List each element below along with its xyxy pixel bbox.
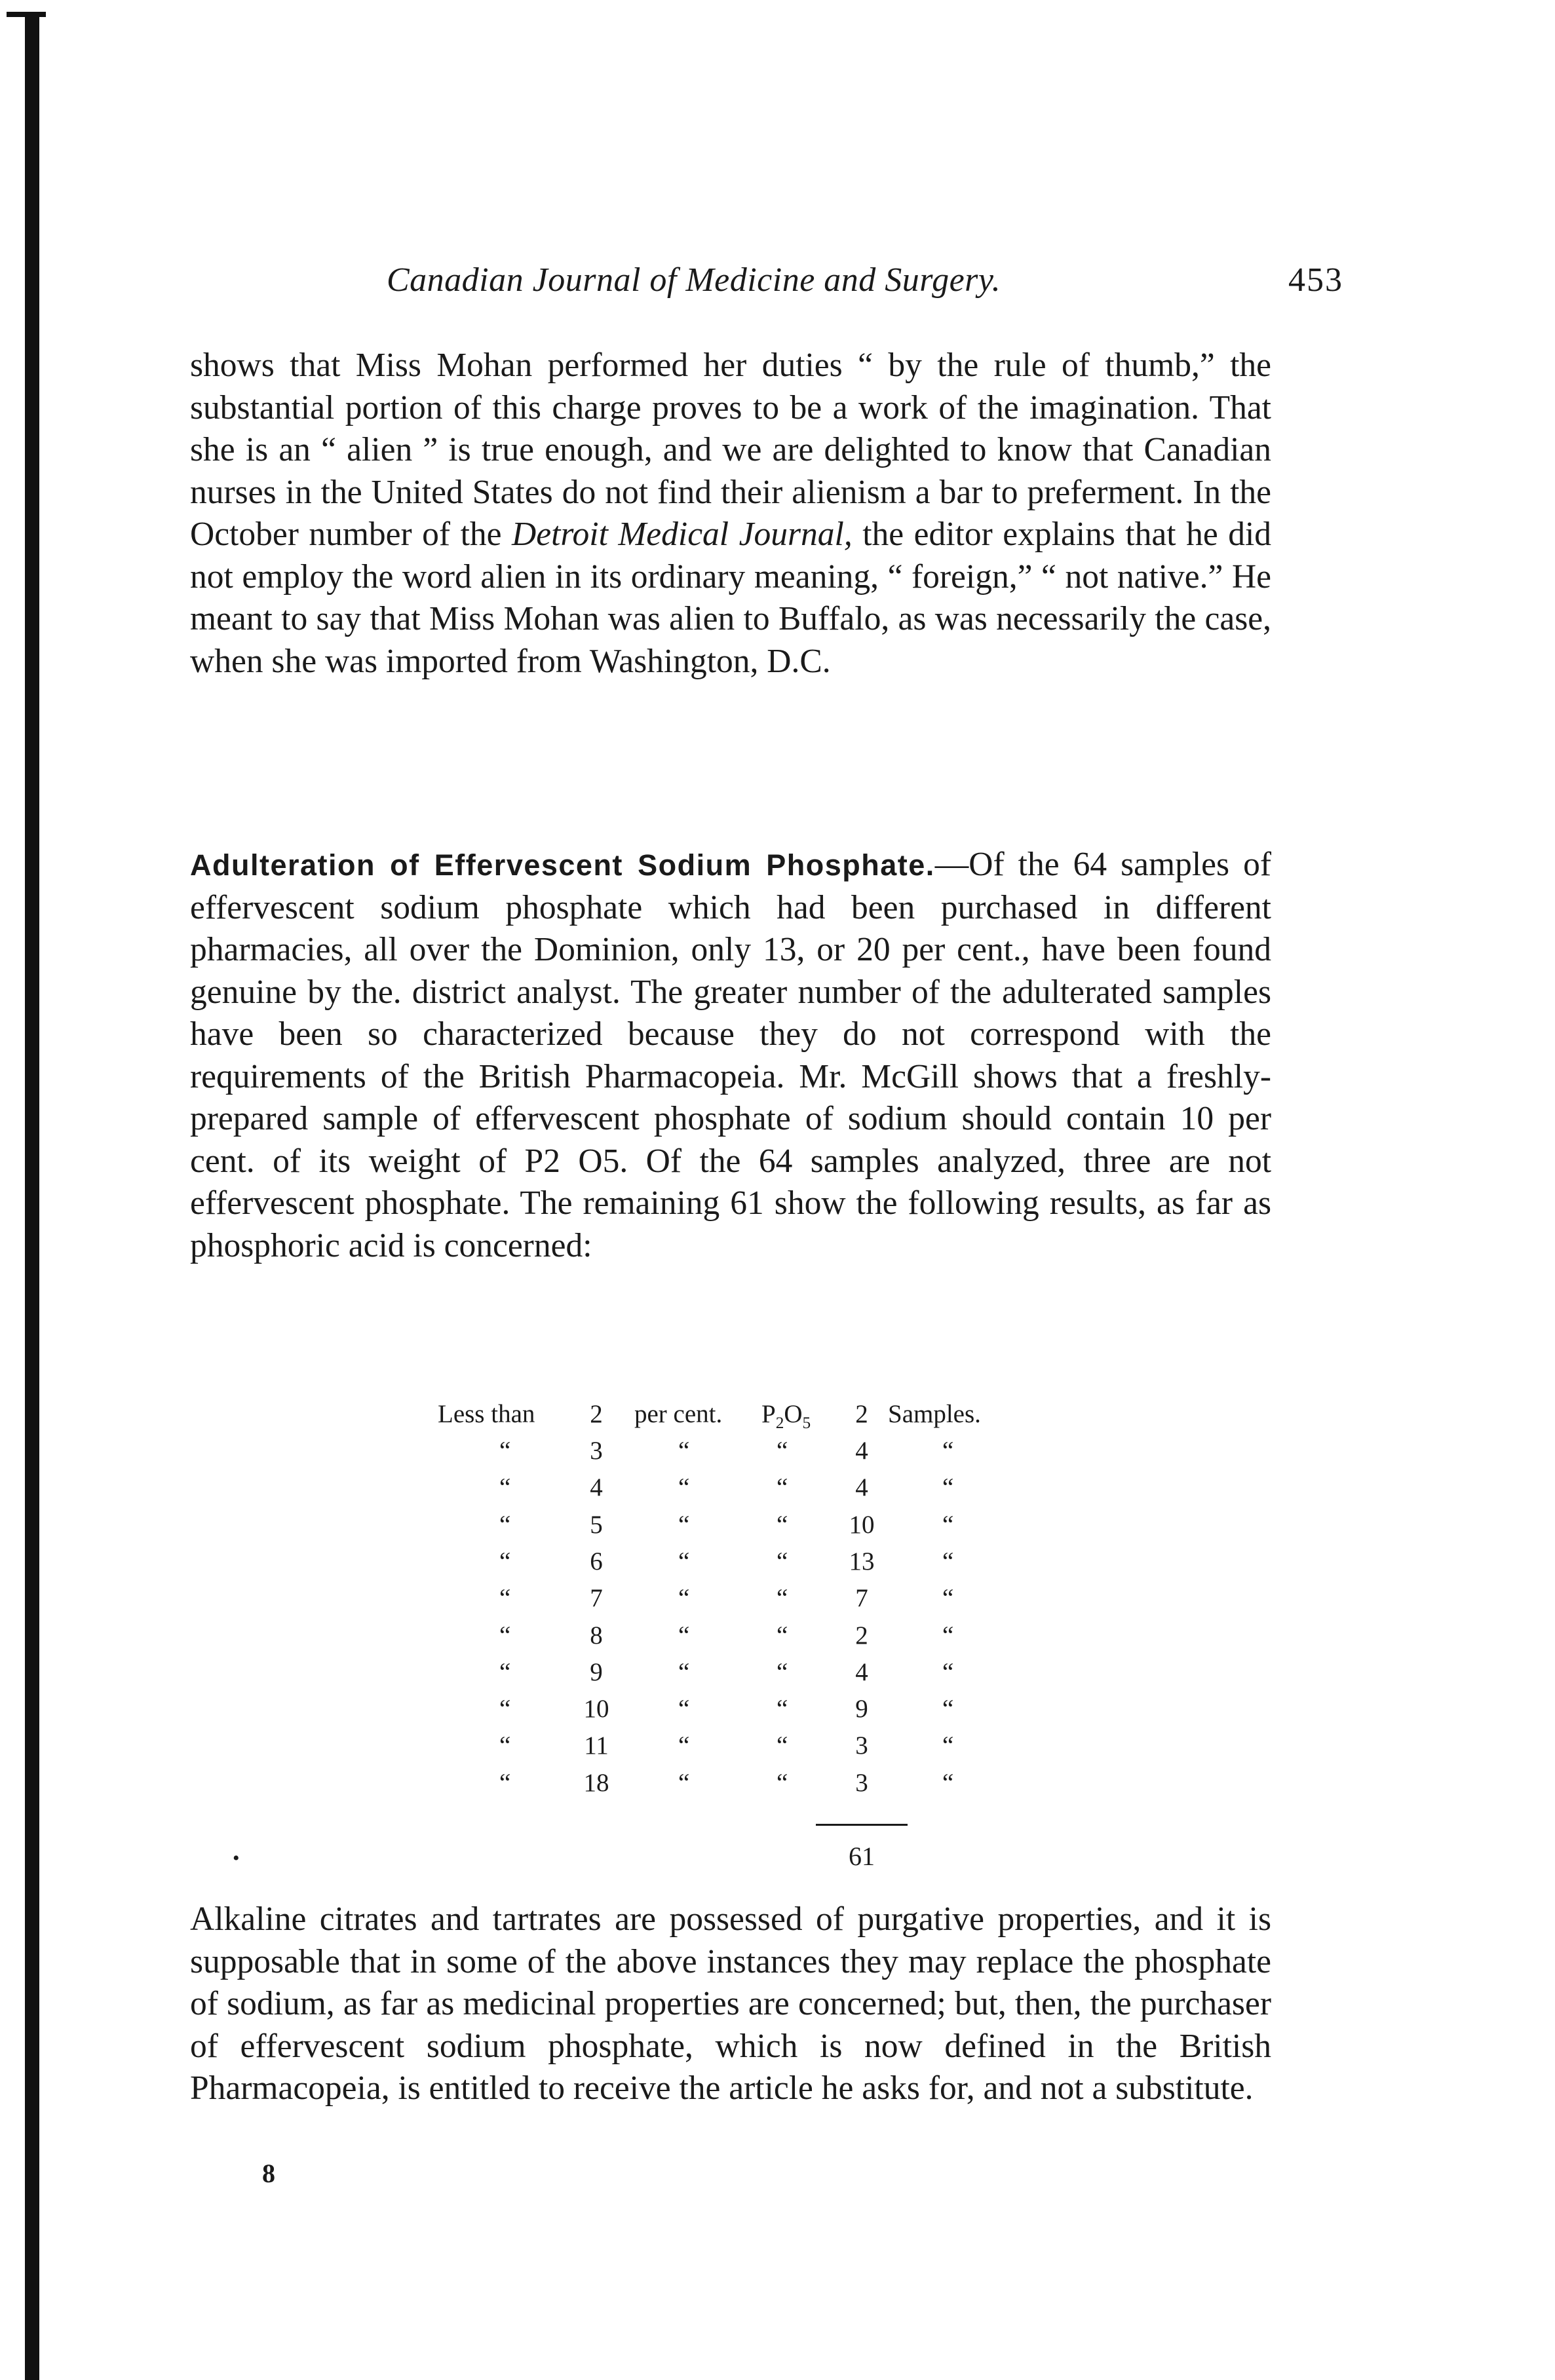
page-header	[190, 261, 1343, 307]
table-row-count: 2	[855, 1621, 868, 1650]
table-ditto-2: “	[678, 1511, 690, 1539]
table-row-value: 10	[583, 1695, 609, 1723]
table-row-value: 5	[590, 1511, 603, 1539]
table-ditto-3: “	[777, 1769, 788, 1797]
table-row-count: 3	[855, 1769, 868, 1797]
total-rule	[816, 1824, 908, 1826]
table-ditto-1: “	[499, 1731, 511, 1760]
section-heading: Adulteration of Effervescent Sodium Phosphate.	[190, 848, 935, 882]
scan-edge	[25, 12, 39, 2380]
table-ditto-3: “	[777, 1547, 788, 1576]
table-ditto-2: “	[678, 1437, 690, 1465]
table-unit: per cent.	[634, 1400, 723, 1428]
table-ditto-2: “	[678, 1473, 690, 1502]
table-ditto-2: “	[678, 1621, 690, 1650]
table-row-count: 4	[855, 1437, 868, 1465]
table-samples-label: Samples.	[888, 1400, 981, 1428]
table-less-than: Less than	[438, 1400, 535, 1428]
table-ditto-4: “	[942, 1473, 954, 1502]
page-number: 453	[1288, 261, 1343, 299]
table-ditto-4: “	[942, 1695, 954, 1723]
paragraph-alkaline-text: Alkaline citrates and tartrates are possessed of purgative properties, and it is supposable that in some of the above instances they may replace the phosphate of sodium, as far as medicinal properties are concerned; but, then, the purchaser of effervescent sodium phosphate, which is now defined in the British Pharmacopeia, is entitled to receive the article he asks for, and not a substitute.	[190, 1900, 1271, 2107]
table-row-count: 3	[855, 1731, 868, 1760]
table-ditto-4: “	[942, 1547, 954, 1576]
table-ditto-1: “	[499, 1658, 511, 1686]
running-title: Canadian Journal of Medicine and Surgery.	[387, 261, 1001, 299]
compound-sub-2: 5	[802, 1413, 811, 1432]
table-ditto-1: “	[499, 1769, 511, 1797]
table-row-count: 7	[855, 1584, 868, 1612]
table-ditto-1: “	[499, 1511, 511, 1539]
signature-mark: 8	[262, 2159, 275, 2188]
table-ditto-2: “	[678, 1547, 690, 1576]
table-ditto-4: “	[942, 1511, 954, 1539]
table-row-value: 11	[584, 1731, 609, 1760]
table-row-value: 3	[590, 1437, 603, 1465]
table-row-count: 10	[849, 1511, 875, 1539]
table-row-value: 18	[583, 1769, 609, 1797]
paragraph-nurse-text-2: the editor explains that he did not employ the word alien in its ordinary meaning, “ foreign,” “ not native.” He meant to say that Miss Mohan was alien to Buffalo, as was necessarily the case, when she was imported from Washington, D.C.	[190, 516, 1272, 680]
table-row-value: 8	[590, 1621, 603, 1650]
paragraph-adulteration-text: —Of the 64 samples of effervescent sodium phosphate which had been purchased in different pharmacies, all over the Dominion, only 13, or 20 per cent., have been found genuine by the. district analyst. The greater number of the adulterated samples have been so characterized because they do not correspond with the requirements of the British Pharmacopeia. Mr. McGill shows that a freshly-prepared sample of effervescent phosphate of sodium should contain 10 per cent. of its weight of P2 O5. Of the 64 samples analyzed, three are not effervescent phosphate. The remaining 61 show the following results, as far as phosphoric acid is concerned:	[190, 846, 1271, 1264]
table-ditto-1: “	[499, 1437, 511, 1465]
table-ditto-3: “	[777, 1437, 788, 1465]
table-ditto-3: “	[777, 1584, 788, 1612]
table-row-count: 2	[855, 1400, 868, 1428]
table-row-count: 13	[849, 1547, 875, 1576]
stray-dot: •	[233, 1847, 240, 1869]
table-ditto-1: “	[499, 1473, 511, 1502]
table-ditto-2: “	[678, 1658, 690, 1686]
table-row-count: 4	[855, 1473, 868, 1502]
table-ditto-2: “	[678, 1584, 690, 1612]
table-ditto-4: “	[942, 1437, 954, 1465]
table-ditto-1: “	[499, 1584, 511, 1612]
table-row-count: 4	[855, 1658, 868, 1686]
table-ditto-4: “	[942, 1584, 954, 1612]
table-row-value: 9	[590, 1658, 603, 1686]
table-ditto-1: “	[499, 1621, 511, 1650]
table-ditto-3: “	[777, 1511, 788, 1539]
table-row-value: 2	[590, 1400, 603, 1428]
paragraph-adulteration	[190, 844, 1271, 1267]
compound-o: O	[784, 1400, 803, 1428]
table-ditto-3: “	[777, 1731, 788, 1760]
table-ditto-3: “	[777, 1658, 788, 1686]
table-ditto-3: “	[777, 1621, 788, 1650]
table-ditto-4: “	[942, 1769, 954, 1797]
paragraph-alkaline	[190, 1898, 1271, 2110]
table-ditto-4: “	[942, 1621, 954, 1650]
table-row-value: 6	[590, 1547, 603, 1576]
table-ditto-3: “	[777, 1695, 788, 1723]
table-ditto-1: “	[499, 1547, 511, 1576]
table-row-count: 9	[855, 1695, 868, 1723]
table-row-value: 7	[590, 1584, 603, 1612]
table-ditto-2: “	[678, 1695, 690, 1723]
compound-p: P	[761, 1400, 776, 1428]
paragraph-nurse-text-1: shows that Miss Mohan performed her duties “ by the rule of thumb,” the substantial portion of this charge proves to be a work of the imagination. That she is an “ alien ” is true enough, and we are delighted to know that Canadian nurses in the United States do not find their alienism a bar to preferment. In the October number of the	[190, 347, 1271, 553]
table-ditto-4: “	[942, 1658, 954, 1686]
journal-name: Detroit Medical Journal,	[512, 516, 853, 553]
table-row-value: 4	[590, 1473, 603, 1502]
compound-sub-1: 2	[775, 1413, 784, 1432]
table-total: 61	[849, 1842, 875, 1871]
table-ditto-2: “	[678, 1731, 690, 1760]
table-compound	[761, 1399, 811, 1433]
table-ditto-1: “	[499, 1695, 511, 1723]
table-ditto-3: “	[777, 1473, 788, 1502]
paragraph-nurse	[190, 345, 1271, 683]
table-ditto-2: “	[678, 1769, 690, 1797]
table-ditto-4: “	[942, 1731, 954, 1760]
